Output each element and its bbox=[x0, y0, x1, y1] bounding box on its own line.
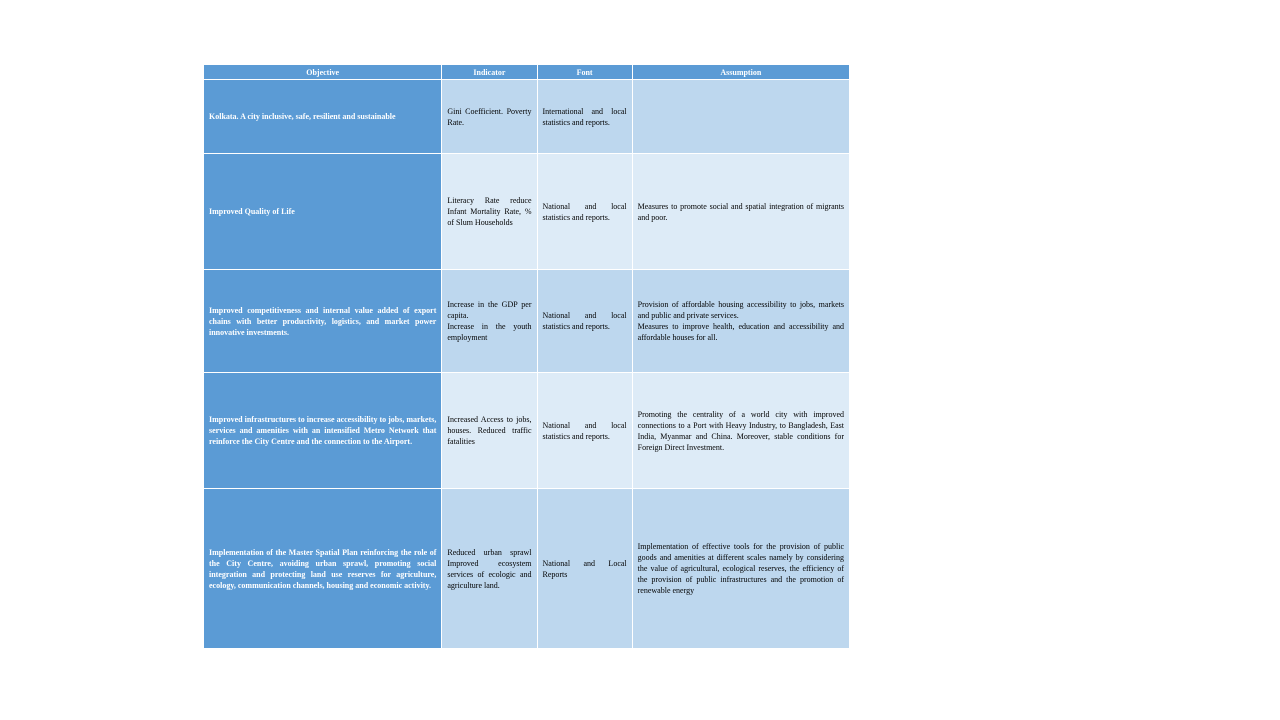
header-objective: Objective bbox=[204, 65, 442, 80]
assumption-line: Measures to improve health, education and accessibility and affordable houses for all. bbox=[637, 322, 844, 342]
objective-cell: Kolkata. A city inclusive, safe, resilient and sustainable bbox=[204, 80, 442, 154]
header-indicator: Indicator bbox=[442, 65, 537, 80]
font-cell: National and local statistics and reports. bbox=[537, 154, 632, 270]
font-cell: International and local statistics and reports. bbox=[537, 80, 632, 154]
indicator-cell: Gini Coefficient. Poverty Rate. bbox=[442, 80, 537, 154]
table-row bbox=[204, 373, 850, 489]
indicator-cell: Increased Access to jobs, houses. Reduced traffic fatalities bbox=[442, 373, 537, 489]
logframe-table bbox=[203, 65, 850, 649]
objective-cell: Implementation of the Master Spatial Plan reinforcing the role of the City Centre, avoiding urban sprawl, promoting social integration and protecting land use reserves for agriculture, ecology, communication channels, housing and economic activity. bbox=[204, 489, 442, 649]
indicator-line: Increase in the youth employment bbox=[447, 322, 532, 342]
indicator-cell: Reduced urban sprawl Improved ecosystem services of ecologic and agriculture land. bbox=[442, 489, 537, 649]
table-row bbox=[204, 489, 850, 649]
objective-cell: Improved infrastructures to increase accessibility to jobs, markets, services and amenities with an intensified Metro Network that reinforce the City Centre and the connection to the Airport. bbox=[204, 373, 442, 489]
table-row bbox=[204, 270, 850, 373]
font-cell: National and Local Reports bbox=[537, 489, 632, 649]
font-cell: National and local statistics and reports. bbox=[537, 270, 632, 373]
indicator-cell: Literacy Rate reduce Infant Mortality Rate, % of Slum Households bbox=[442, 154, 537, 270]
header-font: Font bbox=[537, 65, 632, 80]
assumption-cell: Implementation of effective tools for the provision of public goods and amenities at different scales namely by considering the value of agricultural, ecological reserves, the efficiency of the provision of public infrastructures and the promotion of renewable energy bbox=[632, 489, 849, 649]
table-row bbox=[204, 80, 850, 154]
table-header-row bbox=[204, 65, 850, 80]
objective-cell: Improved Quality of Life bbox=[204, 154, 442, 270]
indicator-cell bbox=[442, 270, 537, 373]
indicator-line: Increase in the GDP per capita. bbox=[447, 300, 532, 320]
assumption-cell bbox=[632, 80, 849, 154]
assumption-cell: Promoting the centrality of a world city with improved connections to a Port with Heavy Industry, to Bangladesh, East India, Myanmar and China. Moreover, stable conditions for Foreign Direct Investment. bbox=[632, 373, 849, 489]
font-cell: National and local statistics and reports. bbox=[537, 373, 632, 489]
assumption-line: Provision of affordable housing accessibility to jobs, markets and public and private services. bbox=[637, 300, 844, 320]
assumption-cell: Measures to promote social and spatial integration of migrants and poor. bbox=[632, 154, 849, 270]
header-assumption: Assumption bbox=[632, 65, 849, 80]
objective-cell: Improved competitiveness and internal value added of export chains with better productivity, logistics, and market power innovative investments. bbox=[204, 270, 442, 373]
table-row bbox=[204, 154, 850, 270]
assumption-cell bbox=[632, 270, 849, 373]
